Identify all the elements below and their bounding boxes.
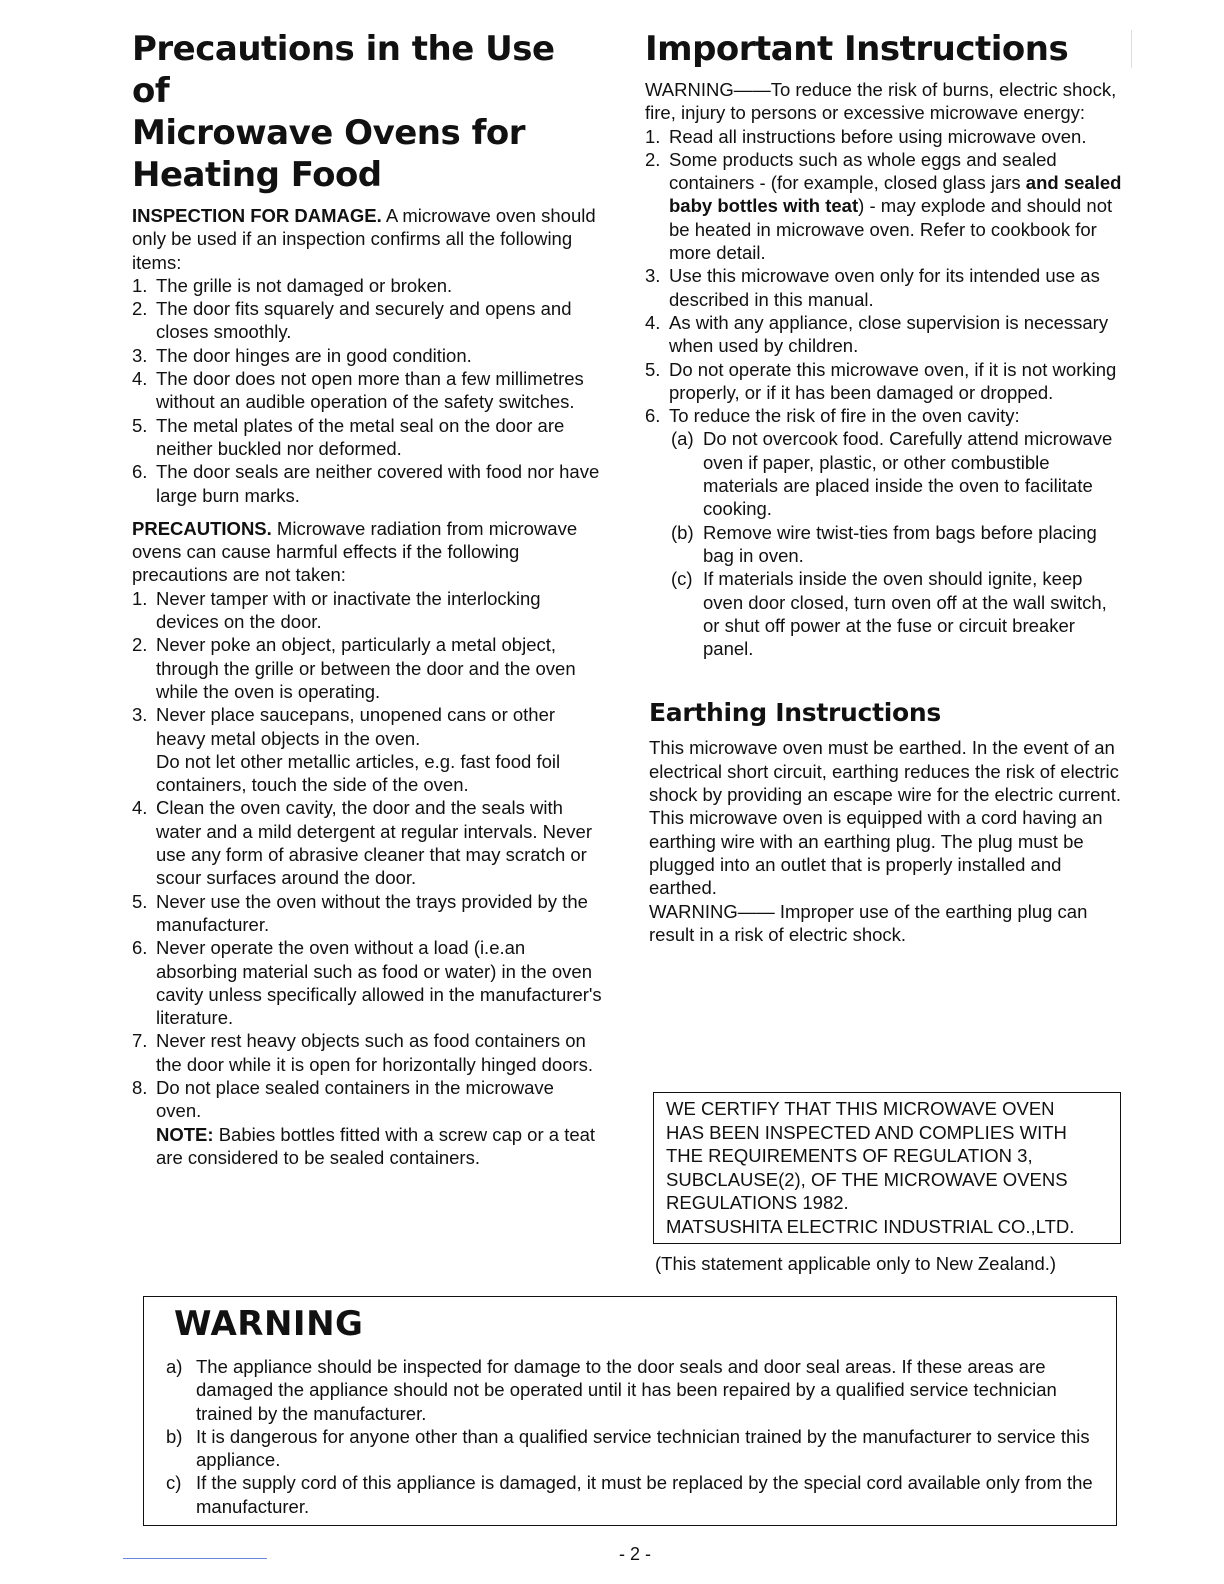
earthing-title: Earthing Instructions: [649, 698, 941, 728]
item-text: The metal plates of the metal seal on the door are neither buckled nor deformed.: [156, 414, 565, 459]
note-text: Babies bottles fitted with a screw cap or a teat are considered to be sealed containers.: [156, 1123, 596, 1168]
list-item: [166, 1355, 1111, 1425]
precautions-title-line-3: Heating Food: [132, 155, 382, 195]
cert-line: SUBCLAUSE(2), OF THE MICROWAVE OVENS: [666, 1168, 1068, 1190]
list-item: [132, 936, 602, 1029]
item-text: The grille is not damaged or broken.: [156, 274, 453, 296]
list-item: [645, 264, 1123, 311]
item-text: The door seals are neither covered with food nor have large burn marks.: [156, 461, 600, 506]
item-text: The door hinges are in good condition.: [156, 344, 472, 366]
list-item: [132, 587, 602, 634]
item-number: b): [166, 1425, 183, 1447]
sub-item-text: Remove wire twist-ties from bags before placing bag in oven.: [703, 521, 1097, 566]
item-number: 4.: [645, 311, 661, 333]
inspection-list: [132, 274, 602, 507]
inspection-intro: [132, 204, 602, 274]
item-number: 1.: [132, 587, 148, 609]
item-text: Never operate the oven without a load (i.e.an absorbing material such as food or water) in the oven cavity unless specifically allowed in the manufacturer's literature.: [156, 937, 602, 1029]
item-number: 2.: [645, 148, 661, 170]
sub-item-text: If materials inside the oven should ignite, keep oven door closed, turn oven off at the wall switch, or shut off power at the fuse or circuit breaker panel.: [703, 568, 1107, 660]
list-item: [132, 367, 602, 414]
list-item: [166, 1425, 1111, 1472]
item-number: 7.: [132, 1030, 148, 1052]
warning-list: [166, 1355, 1111, 1518]
list-item: [166, 1471, 1111, 1518]
sub-item-text: Do not overcook food. Carefully attend microwave oven if paper, plastic, or other combustible materials are placed inside the oven to facilitate cooking.: [703, 428, 1113, 520]
precautions-title-line-2: Microwave Ovens for: [132, 113, 526, 153]
cert-line: WE CERTIFY THAT THIS MICROWAVE OVEN: [666, 1098, 1055, 1119]
footer-rule: [123, 1558, 267, 1559]
item-text: To reduce the risk of fire in the oven cavity:: [669, 405, 1020, 427]
item-number: 5.: [132, 414, 148, 436]
cert-line: HAS BEEN INSPECTED AND COMPLIES WITH: [666, 1121, 1067, 1143]
item-number: 2.: [132, 634, 148, 656]
page-number: - 2 -: [618, 1544, 651, 1564]
item-number: 3.: [645, 265, 661, 287]
list-item: [132, 414, 602, 461]
list-item: [132, 703, 602, 796]
list-item: [132, 274, 602, 297]
list-item: [645, 125, 1123, 148]
warning-intro: WARNING——To reduce the risk of burns, electric shock, fire, injury to persons or excessive microwave energy:: [645, 79, 1117, 124]
item-text: The door does not open more than a few millimetres without an audible operation of the safety switches.: [156, 368, 584, 413]
inspection-lead: INSPECTION FOR DAMAGE.: [132, 205, 382, 226]
item-number: 6.: [132, 937, 148, 959]
item-text: Read all instructions before using microwave oven.: [669, 125, 1087, 147]
precautions-list: [132, 587, 602, 1169]
item-text: If the supply cord of this appliance is damaged, it must be replaced by the special cord available only from the manufacturer.: [196, 1472, 1093, 1517]
item-text: Clean the oven cavity, the door and the seals with water and a mild detergent at regular intervals. Never use any form of abrasive cleaner that may scratch or scour surfaces around the door.: [156, 797, 592, 889]
earthing-warning: WARNING—— Improper use of the earthing plug can result in a risk of electric shock.: [649, 900, 1088, 945]
list-item: [132, 344, 602, 367]
earthing-text: This microwave oven must be earthed. In the event of an electrical short circuit, earthing reduces the risk of electric shock by providing an escape wire for the electric current. This microwave oven is equipped with a cord having an earthing wire with an earthing plug. The plug must be plugged into an outlet that is properly installed and earthed.: [649, 737, 1121, 899]
cert-line: THE REQUIREMENTS OF REGULATION 3,: [666, 1145, 1033, 1167]
item-number: a): [166, 1356, 183, 1377]
list-item: [132, 297, 602, 344]
item-number: c): [166, 1472, 182, 1494]
item-text: Never tamper with or inactivate the interlocking devices on the door.: [156, 587, 541, 633]
certification-box: [653, 1092, 1121, 1244]
note: [156, 1123, 602, 1170]
note-label: NOTE:: [156, 1123, 214, 1145]
inspection-intro-text: A microwave oven should only be used if an inspection confirms all the following items:: [132, 205, 596, 273]
list-item: [645, 404, 1123, 660]
item-number: 5.: [132, 890, 148, 912]
item-text: Do not operate this microwave oven, if it is not working properly, or if it has been damaged or dropped.: [669, 358, 1117, 403]
precautions-title: [132, 28, 602, 196]
item-number: 8.: [132, 1076, 148, 1098]
warning-title: WARNING: [174, 1304, 364, 1344]
item-text: Never place saucepans, unopened cans or other heavy metal objects in the oven.: [156, 704, 556, 749]
item-number: 2.: [132, 298, 148, 320]
item-text-post: ) - may explode and should not be heated in microwave oven. Refer to cookbook for more detail.: [669, 195, 1113, 264]
item-number: 6.: [645, 405, 661, 427]
item-number: 4.: [132, 368, 148, 390]
item-text: The door fits squarely and securely and opens and closes smoothly.: [156, 298, 572, 343]
item-number: 3.: [132, 704, 148, 726]
cert-line: MATSUSHITA ELECTRIC INDUSTRIAL CO.,LTD.: [666, 1215, 1075, 1237]
item-text: Never use the oven without the trays provided by the manufacturer.: [156, 890, 588, 935]
list-item: [132, 460, 602, 507]
list-item: [132, 890, 602, 937]
precautions-title-line-1: Precautions in the Use of: [132, 29, 555, 111]
item-text: Never poke an object, particularly a metal object, through the grille or between the door and the oven while the oven is operating.: [156, 634, 576, 702]
item-text-bold: and sealed baby bottles with teat: [669, 172, 1122, 217]
list-item: [132, 796, 602, 889]
list-item: [645, 358, 1123, 405]
sub-item-label: (b): [671, 521, 694, 543]
warning-box: [143, 1296, 1117, 1526]
item-number: 3.: [132, 344, 148, 366]
important-instructions-title: Important Instructions: [645, 29, 1069, 69]
item-extra-text: Do not let other metallic articles, e.g. fast food foil containers, touch the side of the oven.: [156, 750, 561, 796]
item-text: Use this microwave oven only for its intended use as described in this manual.: [669, 265, 1100, 310]
item-text: Do not place sealed containers in the microwave oven.: [156, 1076, 554, 1122]
list-item: [132, 1076, 602, 1169]
sub-item-label: (c): [671, 568, 693, 590]
list-item: [132, 1029, 602, 1076]
item-number: 5.: [645, 358, 661, 380]
instructions-list: [645, 125, 1123, 661]
sub-list-item: [671, 521, 1123, 568]
right-column: [645, 28, 1123, 946]
list-item: [645, 148, 1123, 264]
item-number: 1.: [645, 125, 661, 147]
left-column: [132, 28, 602, 1169]
list-item: [132, 633, 602, 703]
sub-list-item: [671, 427, 1123, 520]
item-number: 6.: [132, 461, 148, 483]
item-text: The appliance should be inspected for damage to the door seals and door seal areas. If these areas are damaged the appliance should not be operated until it has been repaired by a qualified service technician trained by the manufacturer.: [196, 1356, 1057, 1424]
item-text: It is dangerous for anyone other than a qualified service technician trained by the manufacturer to service this appliance.: [196, 1425, 1090, 1471]
scan-mark: [1131, 30, 1132, 68]
fire-risk-sublist: [669, 427, 1123, 660]
sub-list-item: [671, 567, 1123, 660]
item-text-pre: Some products such as whole eggs and sealed containers - (for example, closed glass jars: [669, 148, 1057, 194]
precautions-lead: PRECAUTIONS.: [132, 517, 272, 539]
item-number: 4.: [132, 797, 148, 819]
cert-line: REGULATIONS 1982.: [666, 1192, 849, 1214]
precautions-intro: [132, 517, 602, 587]
item-text: As with any appliance, close supervision is necessary when used by children.: [669, 311, 1109, 357]
item-number: 1.: [132, 274, 148, 296]
sub-item-label: (a): [671, 428, 694, 450]
item-text: Never rest heavy objects such as food containers on the door while it is open for horizontally hinged doors.: [156, 1030, 594, 1075]
certification-note: (This statement applicable only to New Zealand.): [655, 1253, 1057, 1274]
list-item: [645, 311, 1123, 358]
precautions-intro-text: Microwave radiation from microwave ovens can cause harmful effects if the following precautions are not taken:: [132, 517, 578, 586]
